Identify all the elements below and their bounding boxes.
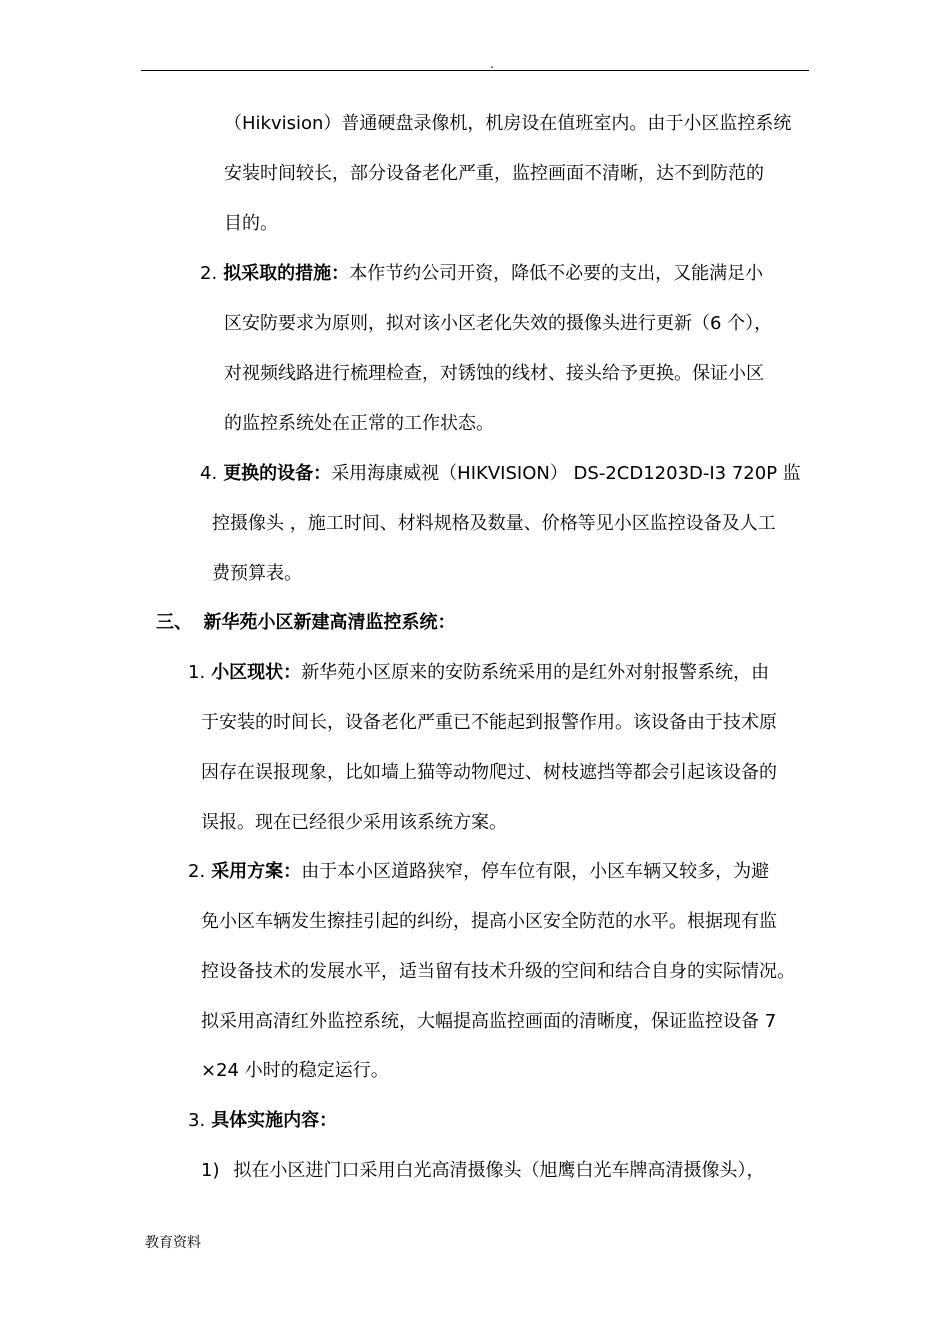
paragraph-line: 费预算表。 <box>212 563 302 584</box>
paragraph-line: 于安装的时间长，设备老化严重已不能起到报警作用。该设备由于技术原 <box>201 712 777 733</box>
paragraph-line: 的监控系统处在正常的工作状态。 <box>224 413 494 434</box>
paragraph-line: 对视频线路进行梳理检查，对锈蚀的线材、接头给予更换。保证小区 <box>224 363 764 384</box>
list-item-label: 更换的设备： <box>223 463 332 484</box>
paragraph-line: 误报。现在已经很少采用该系统方案。 <box>201 812 507 833</box>
list-item-text: 本作节约公司开资，降低不必要的支出，又能满足小 <box>349 263 764 284</box>
list-number: 4. <box>200 463 218 484</box>
list-item-measures <box>200 262 763 286</box>
list-item-implementation <box>188 1109 337 1133</box>
paragraph-line: （Hikvision）普通硬盘录像机，机房设在值班室内。由于小区监控系统 <box>224 113 792 134</box>
list-number: 1. <box>188 662 206 683</box>
list-item-text: 新华苑小区原来的安防系统采用的是红外对射报警系统，由 <box>301 662 770 683</box>
paragraph-line: 因存在误报现象，比如墙上猫等动物爬过、树枝遮挡等都会引起该设备的 <box>201 762 777 783</box>
list-item-label: 拟采取的措施： <box>223 263 350 284</box>
list-number: 2. <box>200 263 218 284</box>
section-title: 新华苑小区新建高清监控系统： <box>203 612 456 633</box>
list-item-equipment <box>200 462 801 486</box>
paragraph-line: 控摄像头 ，施工时间、材料规格及数量、价格等见小区监控设备及人工 <box>212 513 776 534</box>
list-number: 3. <box>188 1110 206 1131</box>
header-rule <box>141 70 809 71</box>
paragraph-line: 目的。 <box>224 213 278 234</box>
paragraph-line: 控设备技术的发展水平，适当留有技术升级的空间和结合自身的实际情况。 <box>201 961 795 982</box>
list-item-label: 采用方案： <box>211 861 302 882</box>
paragraph-line: 免小区车辆发生擦挂引起的纠纷，提高小区安全防范的水平。根据现有监 <box>201 911 777 932</box>
section-number: 三、 <box>156 612 192 633</box>
list-item-label: 具体实施内容： <box>211 1110 338 1131</box>
paragraph-line: 区安防要求为原则，拟对该小区老化失效的摄像头进行更新（6 个）， <box>224 313 773 334</box>
paragraph-line: 拟采用高清红外监控系统，大幅提高监控画面的清晰度，保证监控设备 7 <box>201 1011 777 1032</box>
section-heading <box>156 611 455 635</box>
footer-text: 教育资料 <box>145 1235 201 1251</box>
list-item-status <box>188 661 769 685</box>
header-mark: . <box>490 57 494 71</box>
list-item-plan <box>188 860 769 884</box>
list-item-label: 小区现状： <box>211 662 302 683</box>
paragraph-line: 安装时间较长，部分设备老化严重，监控画面不清晰，达不到防范的 <box>224 163 764 184</box>
list-number: 2. <box>188 861 206 882</box>
list-item-text: 由于本小区道路狭窄，停车位有限，小区车辆又较多，为避 <box>301 861 770 882</box>
list-item-text: 采用海康威视（HIKVISION） DS-2CD1203D-I3 720P 监 <box>331 463 801 484</box>
sub-list-number: 1) <box>201 1160 220 1181</box>
paragraph-line: ×24 小时的稳定运行。 <box>201 1060 389 1081</box>
sub-list-text: 拟在小区进门口采用白光高清摄像头（旭鹰白光车牌高清摄像头）， <box>233 1160 765 1181</box>
sub-list-item <box>201 1159 764 1183</box>
